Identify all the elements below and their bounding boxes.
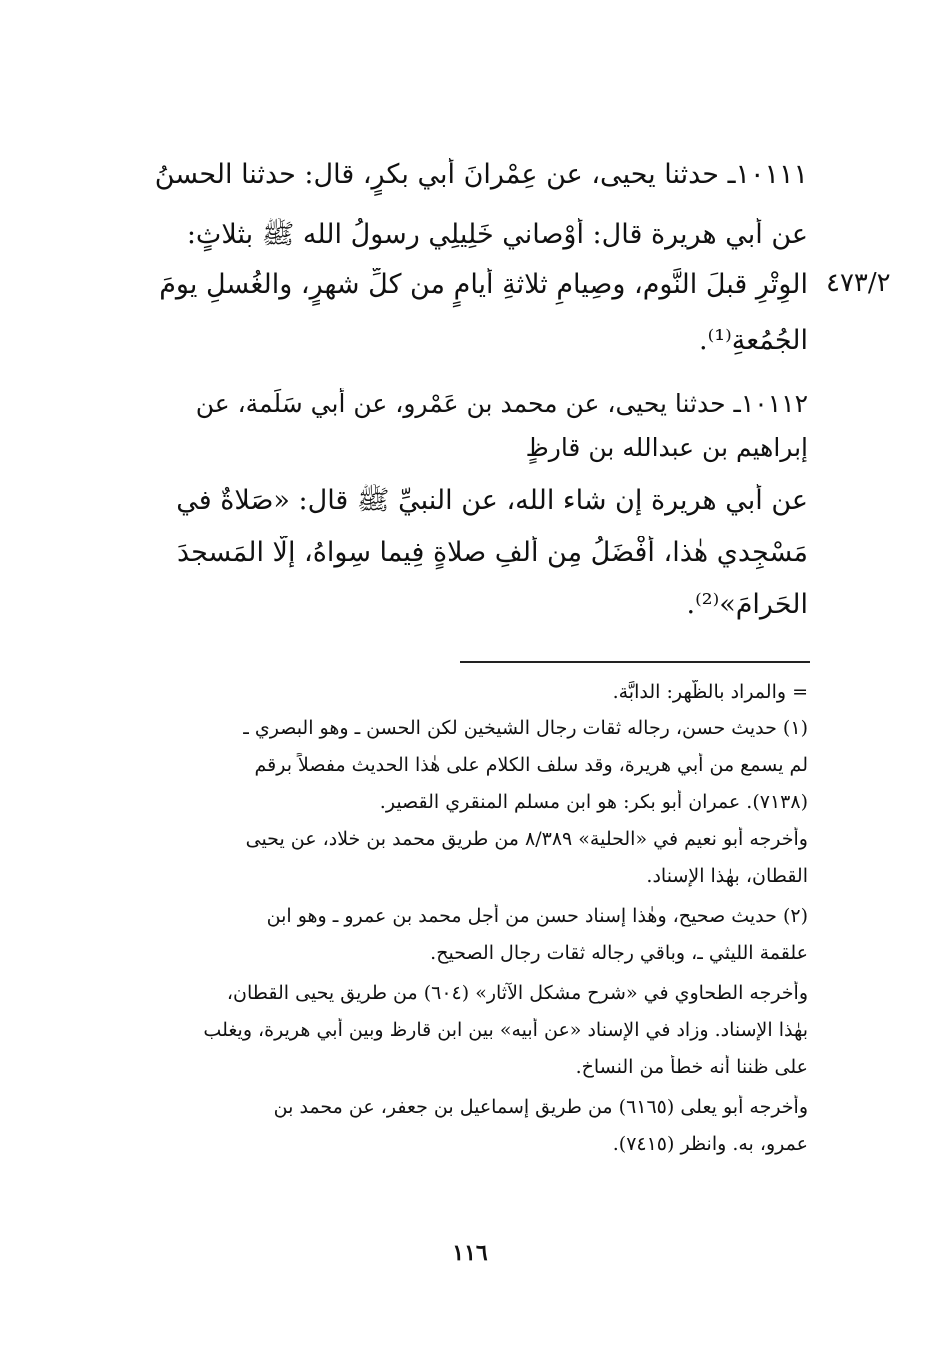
footnotes	[108, 680, 808, 1169]
isnad-line: ١٠١١٢ـ حدثنا يحيى، عن محمد بن عَمْرو، عن أبي سَلَمة، عن	[195, 389, 808, 418]
isnad-line: ١٠١١١ـ حدثنا يحيى، عن عِمْرانَ أبي بكرٍ، قال: حدثنا الحسنُ	[154, 159, 808, 190]
footnote-1-line: القطان، بهٰذا الإسناد.	[646, 865, 808, 887]
hadith-10112	[108, 388, 808, 640]
hadith-10111	[108, 158, 808, 374]
matn-line: الجُمُعةِ⁽¹⁾.	[699, 325, 808, 356]
matn-line: الوِتْرِ قبلَ النَّوم، وصِيامِ ثلاثةِ أيامٍ من كلِّ شهرٍ، والغُسلِ يومَ	[159, 269, 808, 300]
margin-reference: ٤٧٣/٢	[826, 268, 891, 298]
page-number: ١١٦	[452, 1240, 488, 1266]
matn-line: عن أبي هريرة قال: أَوْصاني خَلِيلِي رسولُ الله ﷺ بثلاثٍ:	[186, 219, 808, 250]
footnote-2-line: على ظننا أنه خطأ من النساخ.	[575, 1056, 808, 1078]
footnote-1-line: (١) حديث حسن، رجاله ثقات رجال الشيخين لكن الحسن ـ وهو البصري ـ	[243, 717, 808, 739]
footnote-1-line: (٧١٣٨). عمران أبو بكر: هو ابن مسلم المنقري القصير.	[379, 791, 808, 813]
footnote-2-line: وأخرجه الطحاوي في «شرح مشكل الآثار» (٦٠٤) من طريق يحيى القطان،	[226, 982, 808, 1004]
footnote-1-line: لم يسمع من أبي هريرة، وقد سلف الكلام على هٰذا الحديث مفصلاً برقم	[254, 754, 808, 776]
footnote-2-line: (٢) حديث صحيح، وهٰذا إسناد حسن من أجل محمد بن عمرو ـ وهو ابن	[266, 905, 808, 927]
footnote-carry: = والمراد بالظَّهر: الدابَّة.	[612, 681, 808, 703]
footnote-2-line: وأخرجه أبو يعلى (٦١٦٥) من طريق إسماعيل بن جعفر، عن محمد بن	[273, 1096, 808, 1118]
matn-line: عن أبي هريرة إن شاء الله، عن النبيِّ ﷺ قال: «صَلاةٌ في	[176, 485, 808, 516]
isnad-line: إبراهيم بن عبدالله بن قارظٍ	[525, 433, 808, 462]
footnote-separator	[460, 661, 810, 663]
footnote-2-line: بهٰذا الإسناد. وزاد في الإسناد «عن أبيه» بين ابن قارظ وبين أبي هريرة، ويغلب	[203, 1019, 808, 1041]
matn-line: مَسْجِدي هٰذا، أَفْضَلُ مِن أَلفِ صلاةٍ فِيما سِواهُ، إلَّا المَسجدَ	[176, 537, 808, 568]
footnote-2-line: عمرو، به. وانظر (٧٤١٥).	[612, 1133, 808, 1155]
footnote-2-line: علقمة الليثي ـ، وباقي رجاله ثقات رجال الصحيح.	[430, 942, 808, 964]
matn-line: الحَرامَ»⁽²⁾.	[686, 589, 808, 620]
footnote-1-line: وأخرجه أبو نعيم في «الحلية» ٨/٣٨٩ من طريق محمد بن خلاد، عن يحيى	[245, 828, 808, 850]
